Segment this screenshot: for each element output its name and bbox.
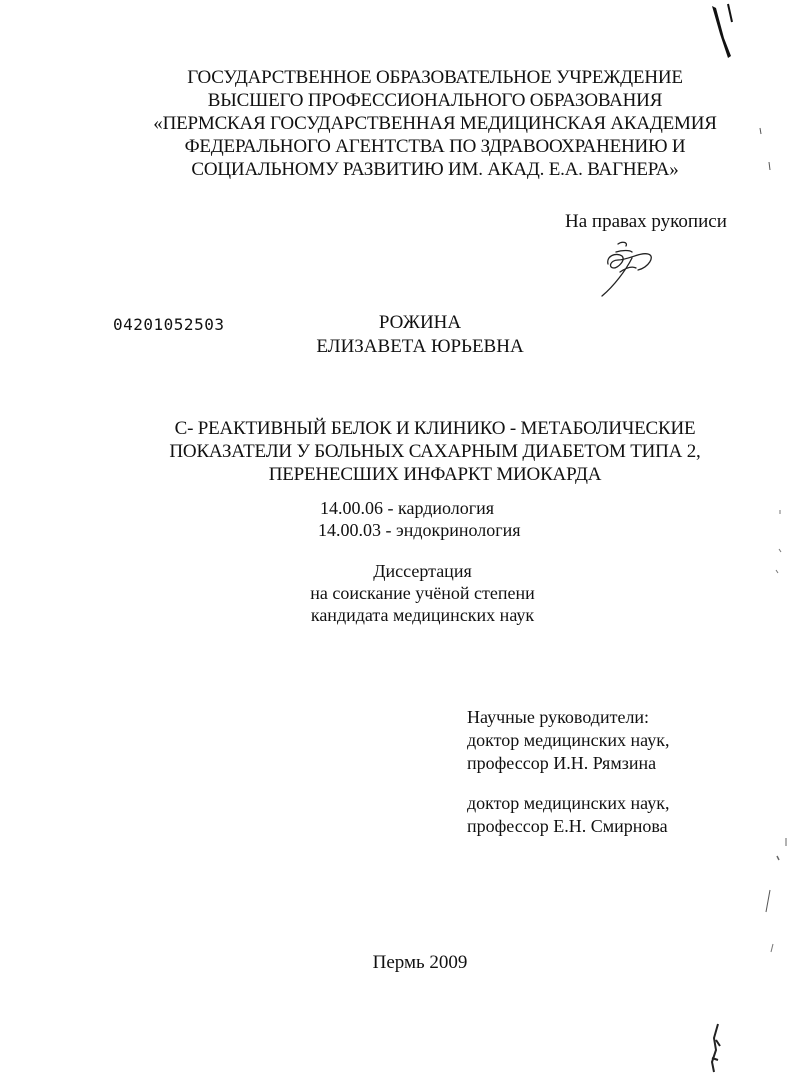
dissertation-title xyxy=(0,417,793,486)
author-name xyxy=(0,311,793,359)
scan-mark-top-edge xyxy=(728,4,732,22)
institution-line: СОЦИАЛЬНОМУ РАЗВИТИЮ ИМ. АКАД. Е.А. ВАГНЕРА» xyxy=(191,159,679,180)
institution-line: «ПЕРМСКАЯ ГОСУДАРСТВЕННАЯ МЕДИЦИНСКАЯ АКАДЕМИЯ xyxy=(153,113,717,134)
signature-icon xyxy=(592,238,662,300)
scan-mark-edge-8 xyxy=(766,890,770,912)
degree-purpose: на соискание учёной степени xyxy=(310,583,535,603)
institution-header xyxy=(0,66,793,181)
registration-number: 04201052503 xyxy=(113,315,225,334)
advisor-degree: доктор медицинских наук, xyxy=(467,793,670,813)
title-line: ПЕРЕНЕСШИХ ИНФАРКТ МИОКАРДА xyxy=(268,464,602,485)
degree-type: Диссертация xyxy=(373,561,472,581)
author-surname: РОЖИНА xyxy=(378,312,462,333)
scan-mark-top xyxy=(712,6,731,58)
institution-line: ВЫСШЕГО ПРОФЕССИОНАЛЬНОГО ОБРАЗОВАНИЯ xyxy=(207,90,663,111)
title-line: ПОКАЗАТЕЛИ У БОЛЬНЫХ САХАРНЫМ ДИАБЕТОМ ТИПА 2, xyxy=(169,441,701,462)
specialty-item: 14.00.06 - кардиология xyxy=(320,498,495,518)
advisor-name: профессор Е.Н. Смирнова xyxy=(467,816,668,836)
degree-statement xyxy=(0,560,793,626)
scientific-advisors xyxy=(467,706,669,838)
advisor-degree: доктор медицинских наук, xyxy=(467,730,670,750)
scan-mark-edge-9 xyxy=(771,944,773,952)
scan-mark-edge-7 xyxy=(777,856,779,860)
author-given-names: ЕЛИЗАВЕТА ЮРЬЕВНА xyxy=(316,336,524,357)
scan-mark-bottom xyxy=(712,1024,720,1072)
scan-mark-edge-4 xyxy=(779,549,781,552)
advisor-name: профессор И.Н. Рямзина xyxy=(467,753,657,773)
specialty-codes xyxy=(318,497,521,541)
manuscript-rights-note: На правах рукописи xyxy=(565,211,727,232)
institution-line: ФЕДЕРАЛЬНОГО АГЕНТСТВА ПО ЗДРАВООХРАНЕНИЮ И xyxy=(184,136,686,157)
institution-line: ГОСУДАРСТВЕННОЕ ОБРАЗОВАТЕЛЬНОЕ УЧРЕЖДЕНИЕ xyxy=(187,67,683,88)
specialty-item: 14.00.03 - эндокринология xyxy=(318,520,521,540)
city-and-year: Пермь 2009 xyxy=(372,952,468,973)
advisors-heading: Научные руководители: xyxy=(467,707,650,727)
degree-name: кандидата медицинских наук xyxy=(310,605,535,625)
title-line: С- РЕАКТИВНЫЙ БЕЛОК И КЛИНИКО - МЕТАБОЛИЧЕСКИЕ xyxy=(174,418,696,439)
